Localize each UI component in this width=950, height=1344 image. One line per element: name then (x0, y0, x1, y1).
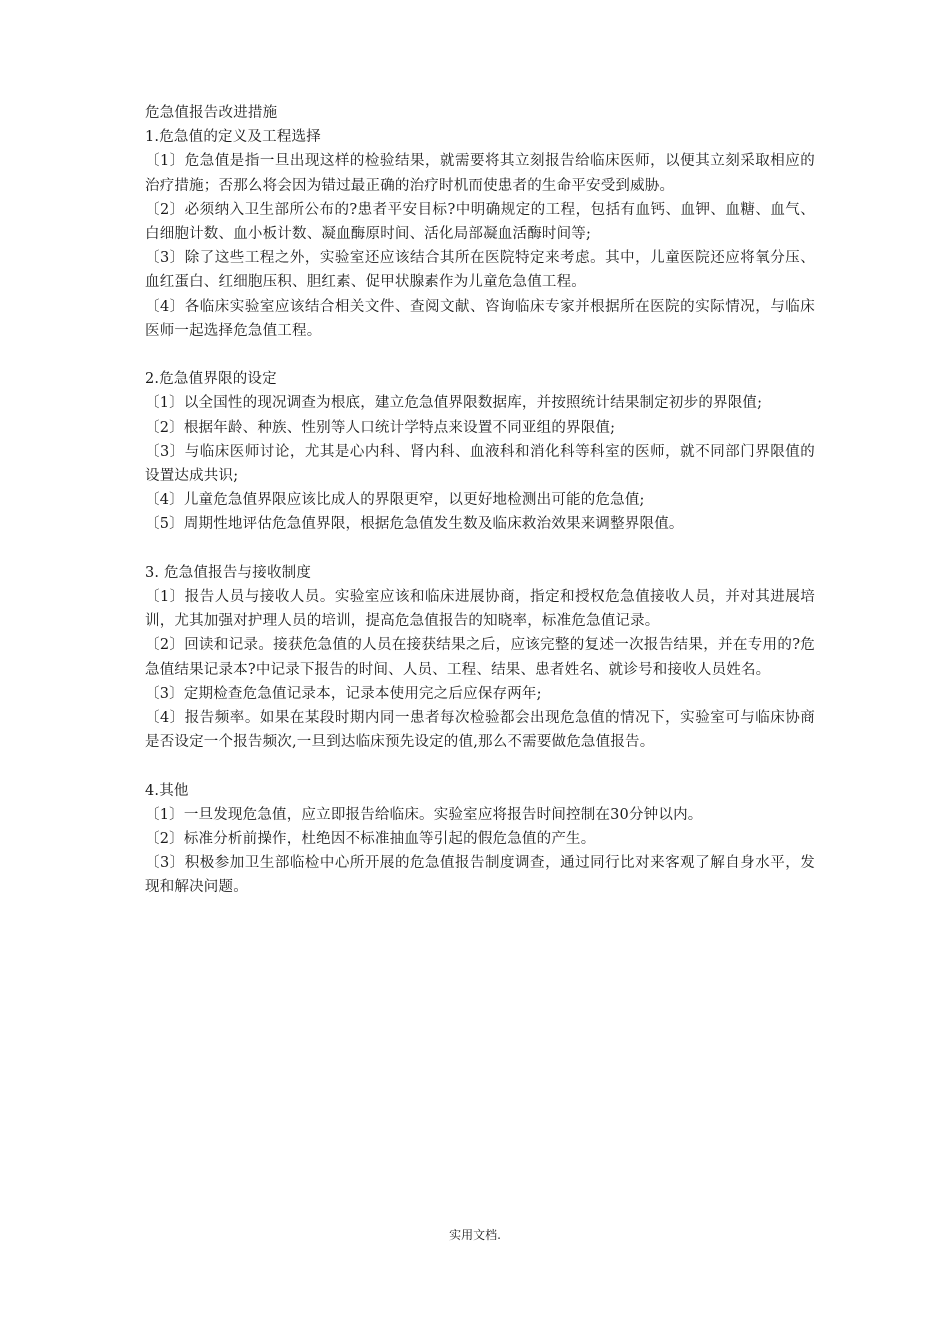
list-item: 〔4〕报告频率。如果在某段时期内同一患者每次检验都会出现危急值的情况下，实验室可与临床协商是否设定一个报告频次,一旦到达临床预先设定的值,那么不需要做危急值报告。 (145, 710, 815, 751)
page-footer: 实用文档. (449, 1228, 501, 1242)
list-item: 〔5〕周期性地评估危急值界限，根据危急值发生数及临床救治效果来调整界限值。 (145, 516, 684, 533)
list-item: 〔3〕除了这些工程之外，实验室还应该结合其所在医院特定来考虑。其中，儿童医院还应将氧分压、血红蛋白、红细胞压积、胆红素、促甲状腺素作为儿童危急值工程。 (145, 250, 815, 291)
list-item: 〔4〕儿童危急值界限应该比成人的界限更窄，以更好地检测出可能的危急值; (145, 492, 645, 509)
section-gap (145, 343, 815, 367)
list-item: 〔2〕必须纳入卫生部所公布的?患者平安目标?中明确规定的工程，包括有血钙、血钾、血糖、血气、白细胞计数、血小板计数、凝血酶原时间、活化局部凝血活酶时间等; (145, 201, 815, 243)
list-item: 〔1〕危急值是指一旦出现这样的检验结果，就需要将其立刻报告给临床医师，以便其立刻采取相应的治疗措施；否那么将会因为错过最正确的治疗时机而使患者的生命平安受到威胁。 (145, 153, 815, 194)
section-gap (145, 537, 815, 561)
list-item: 〔1〕报告人员与接收人员。实验室应该和临床进展协商，指定和授权危急值接收人员，并对其进展培训，尤其加强对护理人员的培训，提高危急值报告的知晓率，标准危急值记录。 (145, 589, 815, 630)
list-item: 〔3〕与临床医师讨论，尤其是心内科、肾内科、血液科和消化科等科室的医师，就不同部门界限值的设置达成共识; (145, 443, 815, 485)
section-heading: 2.危急值界限的设定 (145, 371, 277, 388)
list-item: 〔3〕积极参加卫生部临检中心所开展的危急值报告制度调查，通过同行比对来客观了解自身水平，发现和解决问题。 (145, 855, 815, 896)
list-item: 〔3〕定期检查危急值记录本，记录本使用完之后应保存两年; (145, 685, 542, 702)
document-body (145, 101, 815, 900)
list-item: 〔2〕根据年龄、种族、性别等人口统计学特点来设置不同亚组的界限值; (145, 419, 616, 436)
list-item: 〔4〕各临床实验室应该结合相关文件、查阅文献、咨询临床专家并根据所在医院的实际情况，与临床医师一起选择危急值工程。 (145, 298, 815, 339)
list-item: 〔2〕标准分析前操作，杜绝因不标准抽血等引起的假危急值的产生。 (145, 831, 596, 848)
section-heading: 4.其他 (145, 782, 189, 799)
section-heading: 3. 危急值报告与接收制度 (145, 564, 312, 581)
document-title: 危急值报告改进措施 (145, 105, 278, 121)
section-gap (145, 754, 815, 778)
list-item: 〔1〕一旦发现危急值，应立即报告给临床。实验室应将报告时间控制在30分钟以内。 (145, 806, 703, 823)
list-item: 〔1〕以全国性的现况调查为根底，建立危急值界限数据库，并按照统计结果制定初步的界限值; (145, 395, 763, 412)
list-item: 〔2〕回读和记录。接获危急值的人员在接获结果之后，应该完整的复述一次报告结果，并在专用的?危急值结果记录本?中记录下报告的时间、人员、工程、结果、患者姓名、就诊号和接收人员姓名。 (145, 637, 815, 678)
section-heading: 1.危急值的定义及工程选择 (145, 129, 321, 146)
